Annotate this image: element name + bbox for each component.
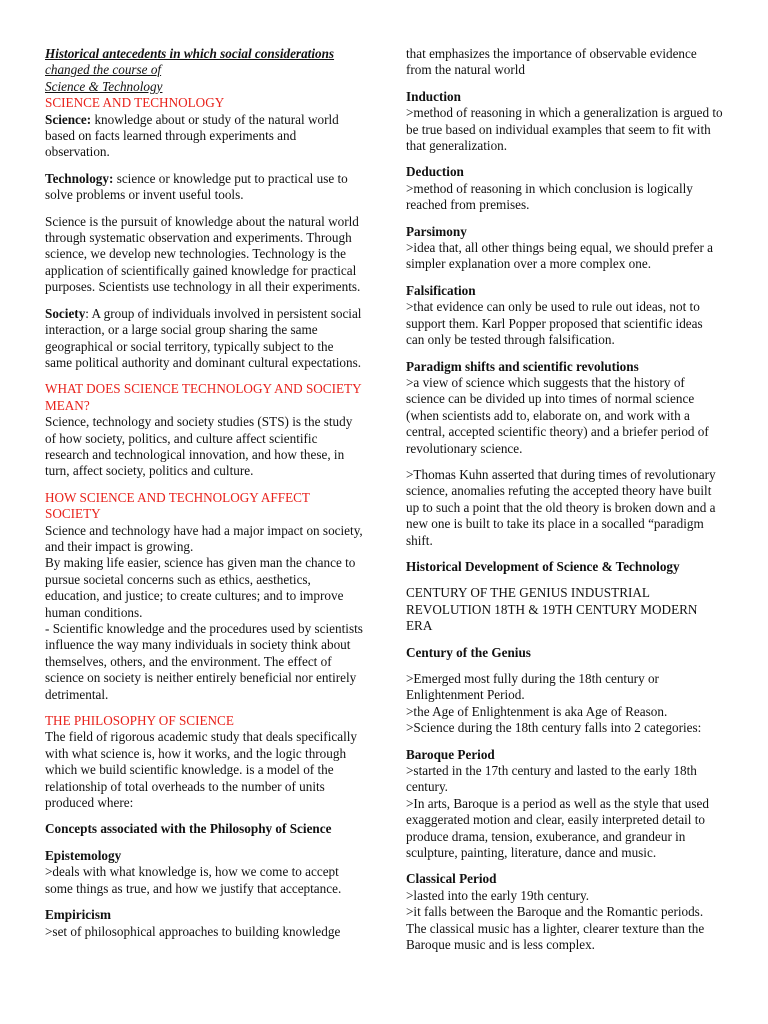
science-definition — [45, 112, 363, 161]
falsification-heading: Falsification — [406, 282, 476, 298]
baroque-heading: Baroque Period — [406, 746, 495, 762]
induction-heading: Induction — [406, 88, 461, 104]
philosophy-paragraph: The field of rigorous academic study that deals specifically with what science is, how it works, and the logic through which we build scientific knowledge. is a model of the relationship of total overheads to the number of units produced where: — [45, 729, 357, 811]
empiricism-definition: >set of philosophical approaches to building knowledge — [45, 923, 341, 939]
classical-heading: Classical Period — [406, 871, 497, 887]
historical-development-heading: Historical Development of Science & Technology — [406, 558, 680, 574]
section-heading-sts-meaning: WHAT DOES SCIENCE TECHNOLOGY AND SOCIETY MEAN? — [45, 381, 362, 413]
section-heading-science-technology: SCIENCE AND TECHNOLOGY — [45, 95, 225, 111]
epistemology-definition: >deals with what knowledge is, how we come to accept some things as true, and how we justify that acceptance. — [45, 864, 342, 896]
technology-term: Technology: — [45, 170, 114, 186]
society-term: Society — [45, 305, 86, 321]
paradigm-definition: >a view of science which suggests that the history of science can be divided up into times of normal science (when scientists add to, elaborate on, and work with a central, accepted scientific theory) and a briefer period of revolutionary science. — [406, 374, 709, 456]
society-definition — [45, 306, 363, 372]
century-list: CENTURY OF THE GENIUS INDUSTRIAL REVOLUTION 18TH & 19TH CENTURY MODERN ERA — [406, 585, 698, 634]
doc-title: Historical antecedents in which social considerations — [45, 46, 335, 61]
empiricism-heading: Empiricism — [45, 907, 111, 923]
technology-def-text: science or knowledge put to practical use to solve problems or invent useful tools. — [45, 170, 348, 203]
parsimony-heading: Parsimony — [406, 223, 467, 239]
right-column — [406, 46, 724, 954]
kuhn-paragraph: >Thomas Kuhn asserted that during times of revolutionary science, anomalies refuting the accepted theory have built up to such a point that the old theory is broken down and a new one is built to take its place in a socalled “paradigm shift. — [406, 466, 716, 548]
concepts-heading: Concepts associated with the Philosophy of Science — [45, 821, 332, 837]
doc-title-line3: Science & Technology — [45, 78, 163, 94]
deduction-definition: >method of reasoning in which conclusion is logically reached from premises. — [406, 180, 693, 213]
paradigm-heading: Paradigm shifts and scientific revolutions — [406, 358, 639, 374]
classical-paragraph-1: >lasted into the early 19th century. — [406, 887, 590, 903]
empiricism-continued: that emphasizes the importance of observable evidence from the natural world — [406, 46, 697, 78]
section-heading-affect-society: HOW SCIENCE AND TECHNOLOGY AFFECT SOCIETY — [45, 489, 310, 522]
science-term: Science: — [45, 111, 92, 127]
doc-title-line2: changed the course of — [45, 62, 162, 78]
society-def-text: : A group of individuals involved in persistent social interaction, or a large social group sharing the same geographical or social territory, typically subject to the same political authority and dominant cultural expectations. — [45, 305, 362, 370]
genius-paragraph-2: >the Age of Enlightenment is aka Age of Reason. — [406, 703, 668, 719]
baroque-paragraph-2: >In arts, Baroque is a period as well as the style that used exaggerated motion and clear, easily interpreted detail to produce drama, tension, exuberance, and grandeur in sculpture, painting, literature, dance and music. — [406, 795, 709, 861]
genius-paragraph-3: >Science during the 18th century falls into 2 categories: — [406, 720, 702, 736]
sts-paragraph: Science, technology and society studies (STS) is the study of how society, politics, and culture affect scientific research and technological innovation, and how these, in turn, affect society, politics and culture. — [45, 414, 353, 479]
affect-paragraph-3: - Scientific knowledge and the procedures used by scientists influence the way many individuals in society think about themselves, others, and the environment. The effect of science on society is neither entirely beneficial nor entirely detrimental. — [45, 621, 363, 702]
epistemology-heading: Epistemology — [45, 847, 122, 863]
affect-paragraph-2: By making life easier, science has given man the chance to pursue societal concerns such as ethics, aesthetics, education, and justice; to create cultures; and to improve human conditions. — [45, 555, 356, 620]
classical-paragraph-2: >it falls between the Baroque and the Romantic periods. The classical music has a lighter, clearer texture than the Baroque music and is less complex. — [406, 904, 705, 953]
century-genius-heading: Century of the Genius — [406, 644, 531, 660]
technology-definition — [45, 171, 363, 204]
induction-definition: >method of reasoning in which a generalization is argued to be true based on individual examples that seem to fit with that generalization. — [406, 105, 723, 154]
affect-paragraph-1: Science and technology have had a major impact on society, and their impact is growing. — [45, 522, 363, 554]
genius-paragraph-1: >Emerged most fully during the 18th century or Enlightenment Period. — [406, 671, 659, 703]
section-heading-philosophy: THE PHILOSOPHY OF SCIENCE — [45, 713, 234, 729]
science-def-text: knowledge about or study of the natural world based on facts learned through experiments and observation. — [45, 111, 339, 160]
falsification-definition: >that evidence can only be used to rule out ideas, not to support them. Karl Popper proposed that scientific ideas can only be tested through falsification. — [406, 299, 703, 348]
left-column — [45, 46, 363, 940]
deduction-heading: Deduction — [406, 164, 464, 180]
baroque-paragraph-1: >started in the 17th century and lasted to the early 18th century. — [406, 763, 697, 795]
science-paragraph: Science is the pursuit of knowledge about the natural world through systematic observation and experiments. Through science, we develop new technologies. Technology is the application of scientifically gained knowledge for practical purposes. Scientists use technology in all their experiments. — [45, 213, 361, 295]
parsimony-definition: >idea that, all other things being equal, we should prefer a simpler explanation over a more complex one. — [406, 240, 713, 272]
